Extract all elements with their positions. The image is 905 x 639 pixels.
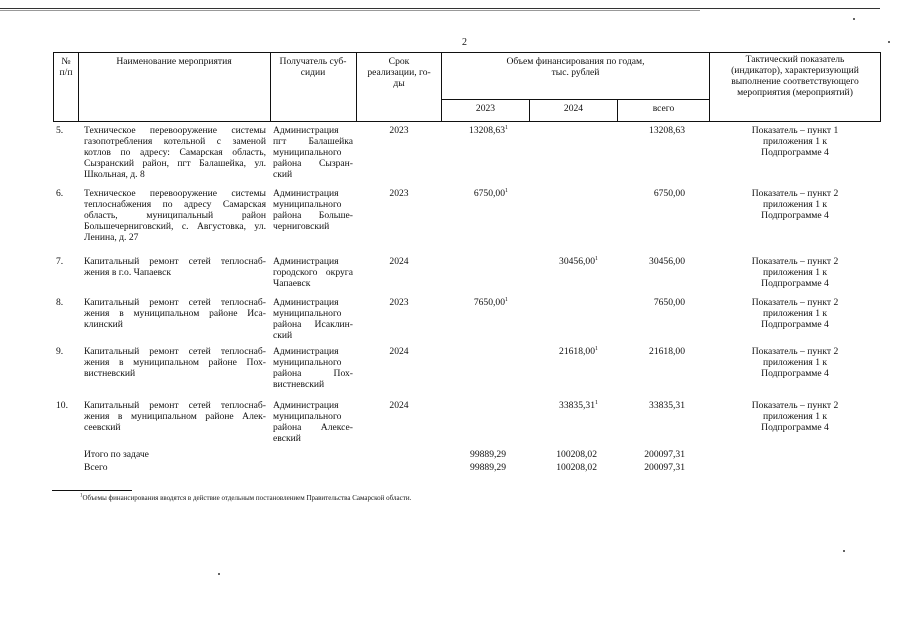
row-2023-value: 13208,63$^1$ xyxy=(469,124,508,136)
row-recipient: Администрация городского округа Чапаевск xyxy=(273,256,353,289)
row-name: Капитальный ремонт сетей теплоснаб-жения в муниципальном районе Алек-сеевский xyxy=(84,400,266,433)
header-divider xyxy=(78,52,79,122)
row-2023-value: 7650,00$^1$ xyxy=(473,296,508,308)
totals-2024: 100208,02 xyxy=(556,449,597,460)
totals-2023: 99889,29 xyxy=(470,449,506,460)
header-col-2024: 2024 xyxy=(563,103,584,114)
grand-total-total: 200097,31 xyxy=(644,462,685,473)
row-total-value: 21618,00 xyxy=(649,346,685,357)
row-term: 2024 xyxy=(389,256,409,267)
row-number: 8. xyxy=(56,297,64,308)
header-col-number: № п/п xyxy=(59,56,73,78)
row-recipient: Администрация муниципального района Больше-черниговский xyxy=(273,188,353,232)
row-recipient: Администрация муниципального района Пох-вистневский xyxy=(273,346,353,390)
row-recipient: Администрация муниципального района Исаклин-ский xyxy=(273,297,353,341)
row-total-value: 33835,31 xyxy=(649,400,685,411)
header-col-name: Наименование мероприятия xyxy=(116,56,232,67)
header-col-recipient: Получатель суб- сидии xyxy=(279,56,347,78)
scan-speck xyxy=(888,41,890,43)
row-recipient: Администрация пгт Балашейка муниципального района Сызран-ский xyxy=(273,125,353,180)
footnote: $^1$Объемы финансирования вводятся в действие отдельным постановлением Правительства Самарской области. xyxy=(80,493,412,502)
row-recipient: Администрация муниципального района Алексе-евский xyxy=(273,400,353,444)
row-number: 5. xyxy=(56,125,64,136)
row-number: 9. xyxy=(56,346,64,357)
row-term: 2023 xyxy=(389,297,409,308)
scan-speck xyxy=(853,18,855,20)
grand-total-2024: 100208,02 xyxy=(556,462,597,473)
row-indicator: Показатель – пункт 1 приложения 1 к Подпрограмме 4 xyxy=(751,125,839,158)
row-indicator: Показатель – пункт 2 приложения 1 к Подпрограмме 4 xyxy=(751,400,839,433)
totals-label: Итого по задаче xyxy=(84,449,149,460)
row-name: Капитальный ремонт сетей теплоснаб-жения в г.о. Чапаевск xyxy=(84,256,266,278)
row-2024-value: 30456,00$^1$ xyxy=(559,255,598,267)
row-term: 2023 xyxy=(389,125,409,136)
scan-speck xyxy=(218,573,220,575)
row-number: 10. xyxy=(56,400,68,411)
header-col-total: всего xyxy=(652,103,675,114)
row-indicator: Показатель – пункт 2 приложения 1 к Подпрограмме 4 xyxy=(751,256,839,289)
grand-total-2023: 99889,29 xyxy=(470,462,506,473)
header-divider xyxy=(441,99,709,100)
grand-total-label: Всего xyxy=(84,462,108,473)
row-number: 6. xyxy=(56,188,64,199)
totals-total: 200097,31 xyxy=(644,449,685,460)
row-name: Техническое перевооружение системы теплоснабжения по адресу Самарская область, муниципальный район Большечерниговский, с. Августовка, ул. Ленина, д. 27 xyxy=(84,188,266,243)
header-col-indicator: Тактический показатель (индикатор), характеризующий выполнение соответствующего мероприятия (мероприятий) xyxy=(731,54,859,98)
row-2023-value: 6750,00$^1$ xyxy=(473,187,508,199)
row-total-value: 13208,63 xyxy=(649,125,685,136)
row-total-value: 7650,00 xyxy=(653,297,685,308)
top-border-line-secondary xyxy=(0,10,700,11)
page-number: 2 xyxy=(462,37,467,48)
row-2024-value: 33835,31$^1$ xyxy=(559,399,598,411)
header-col-term: Срок реализации, го- ды xyxy=(367,56,431,89)
row-2024-value: 21618,00$^1$ xyxy=(559,345,598,357)
footnote-separator xyxy=(52,490,132,491)
scan-speck xyxy=(843,550,845,552)
row-indicator: Показатель – пункт 2 приложения 1 к Подпрограмме 4 xyxy=(751,346,839,379)
row-indicator: Показатель – пункт 2 приложения 1 к Подпрограмме 4 xyxy=(751,188,839,221)
row-indicator: Показатель – пункт 2 приложения 1 к Подпрограмме 4 xyxy=(751,297,839,330)
row-name: Техническое перевооружение системы газопотребления котельной с заменой котлов по адресу: Самарская область, Сызранский район, пгт Балашейка, ул. Школьная, д. 8 xyxy=(84,125,266,180)
row-term: 2023 xyxy=(389,188,409,199)
top-border-line xyxy=(0,8,880,9)
row-number: 7. xyxy=(56,256,64,267)
row-name: Капитальный ремонт сетей теплоснаб-жения в муниципальном районе Иса-клинский xyxy=(84,297,266,330)
row-name: Капитальный ремонт сетей теплоснаб-жения в муниципальном районе Пох-вистневский xyxy=(84,346,266,379)
header-col-2023: 2023 xyxy=(475,103,496,114)
row-term: 2024 xyxy=(389,400,409,411)
row-total-value: 6750,00 xyxy=(653,188,685,199)
row-total-value: 30456,00 xyxy=(649,256,685,267)
row-term: 2024 xyxy=(389,346,409,357)
header-col-funding: Объем финансирования по годам, тыс. рублей xyxy=(506,56,645,78)
